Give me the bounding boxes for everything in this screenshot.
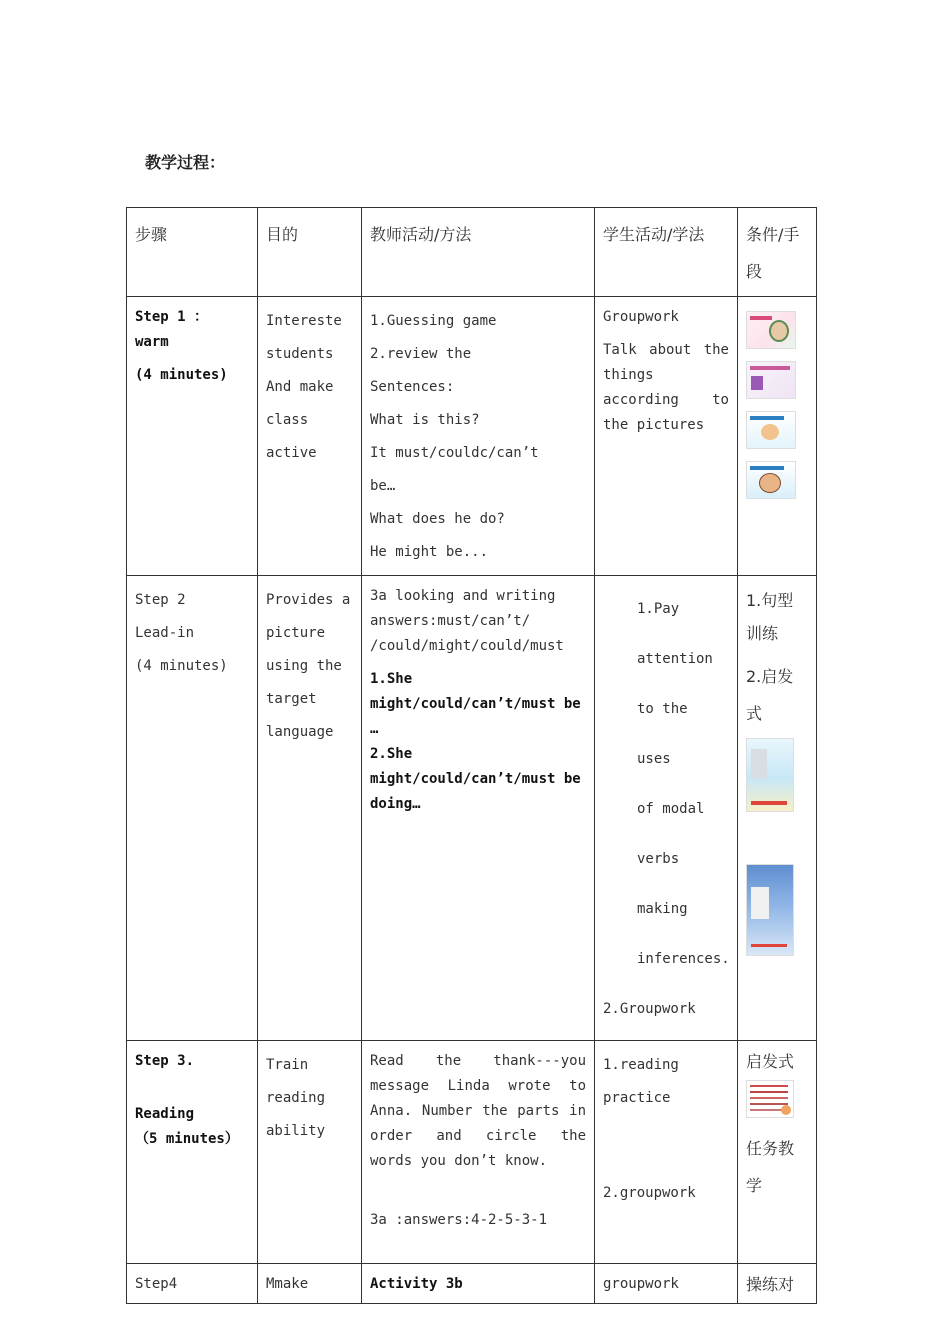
student-cell: Groupwork Talk about the things according to the pictures (595, 297, 738, 576)
slide-thumbnail (746, 738, 794, 812)
purpose-cell: Provides a picture using the target language (258, 576, 362, 1041)
step-cell: Step 2 Lead-in (4 minutes) (127, 576, 258, 1041)
means-cell: 启发式 任务教学 (738, 1041, 817, 1264)
header-row (127, 208, 817, 297)
slide-thumbnail (746, 461, 796, 499)
teacher-cell: Activity 3b (362, 1264, 595, 1304)
purpose-cell: Intereste students And make class active (258, 297, 362, 576)
purpose-cell: Mmake (258, 1264, 362, 1304)
table-row (127, 297, 817, 576)
teacher-cell: Read the thank---you message Linda wrote to Anna. Number the parts in order and circle the words you don’t know. 3a :answers:4-2-5-3-1 (362, 1041, 595, 1264)
step-cell: Step 3. Reading （5 minutes） (127, 1041, 258, 1264)
section-heading: 教学过程： (145, 153, 226, 172)
header-purpose: 目的 (258, 208, 362, 297)
step-cell: Step4 (127, 1264, 258, 1304)
table-row (127, 1264, 817, 1304)
teacher-cell: 3a looking and writing answers:must/can’t/ /could/might/could/must 1.She might/could/can’t/must be … 2.She might/could/can’t/must be doing… (362, 576, 595, 1041)
step-cell: Step 1 ： warm (4 minutes) (127, 297, 258, 576)
header-teacher: 教师活动/方法 (362, 208, 595, 297)
means-cell: 操练对 (738, 1264, 817, 1304)
table-row (127, 576, 817, 1041)
header-step: 步骤 (127, 208, 258, 297)
student-cell: 1.reading practice 2.groupwork (595, 1041, 738, 1264)
means-cell: 1.句型训练 2.启发式 (738, 576, 817, 1041)
lesson-plan-table (126, 207, 817, 1304)
student-cell: 1.Pay attention to the uses of modal verbs making inferences. 2.Groupwork (595, 576, 738, 1041)
student-cell: groupwork (595, 1264, 738, 1304)
slide-thumbnail (746, 1080, 794, 1118)
slide-thumbnail (746, 311, 796, 349)
slide-thumbnail (746, 864, 794, 956)
table-row (127, 1041, 817, 1264)
purpose-cell: Train reading ability (258, 1041, 362, 1264)
teacher-cell: 1.Guessing game 2.review the Sentences: What is this? It must/couldc/can’t be… What does he do? He might be... (362, 297, 595, 576)
slide-thumbnail (746, 361, 796, 399)
slide-thumbnail (746, 411, 796, 449)
header-student: 学生活动/学法 (595, 208, 738, 297)
means-cell (738, 297, 817, 576)
header-means: 条件/手段 (738, 208, 817, 297)
